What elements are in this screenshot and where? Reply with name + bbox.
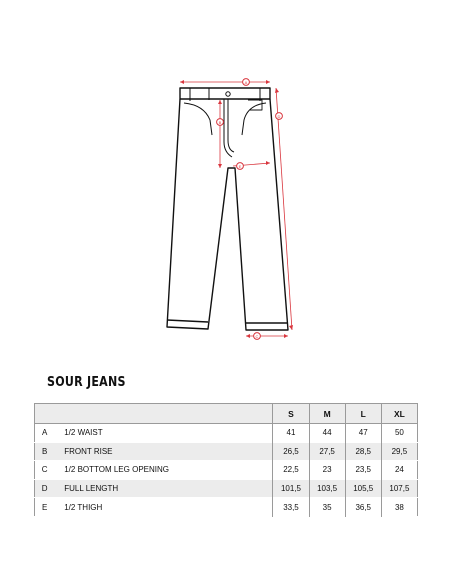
cell-value: 107,5 [381, 479, 417, 498]
svg-text:A: A [244, 80, 248, 85]
marker-c [254, 333, 261, 340]
header-letter [35, 404, 55, 424]
jeans-outline [167, 88, 288, 330]
header-size-s: S [273, 404, 309, 424]
table-row [35, 424, 418, 443]
cell-value: 33,5 [273, 498, 309, 517]
button [226, 92, 230, 96]
hem-lines [167, 320, 288, 323]
cell-value: 27,5 [309, 442, 345, 461]
marker-e [237, 163, 244, 170]
cell-value: 38 [381, 498, 417, 517]
table-row [35, 442, 418, 461]
row-measure-name: FRONT RISE [64, 446, 113, 456]
table-row [35, 479, 418, 498]
cell-value: 101,5 [273, 479, 309, 498]
cell-value: 50 [381, 424, 417, 443]
row-letter: E [41, 502, 48, 512]
header-size-l: L [345, 404, 381, 424]
product-title: SOUR JEANS [47, 374, 126, 390]
cell-value: 22,5 [273, 461, 309, 480]
cell-value: 23,5 [345, 461, 381, 480]
table-row [35, 498, 418, 517]
cell-value: 44 [309, 424, 345, 443]
row-measure-name: FULL LENGTH [64, 484, 119, 494]
cell-value: 29,5 [381, 442, 417, 461]
row-letter: D [41, 484, 48, 494]
waistband [180, 88, 270, 99]
table-row [35, 461, 418, 480]
coin-pocket [248, 100, 262, 110]
measurement-markers [217, 79, 283, 340]
svg-text:B: B [218, 120, 222, 125]
cell-value: 26,5 [273, 442, 309, 461]
measurement-lines [180, 80, 293, 338]
row-letter: B [41, 446, 48, 456]
cell-value: 47 [345, 424, 381, 443]
fly-stitch [224, 99, 234, 157]
row-letter: A [41, 428, 48, 438]
svg-text:D: D [277, 114, 281, 119]
cell-value: 28,5 [345, 442, 381, 461]
svg-text:C: C [255, 334, 259, 339]
marker-a [243, 79, 250, 86]
header-measure [54, 404, 273, 424]
marker-d [276, 113, 283, 120]
cell-value: 41 [273, 424, 309, 443]
row-measure-name: 1/2 WAIST [64, 428, 103, 438]
cell-value: 35 [309, 498, 345, 517]
cell-value: 24 [381, 461, 417, 480]
svg-text:E: E [238, 164, 242, 169]
cell-value: 103,5 [309, 479, 345, 498]
cell-value: 105,5 [345, 479, 381, 498]
left-pocket [184, 103, 212, 135]
header-size-xl: XL [381, 404, 417, 424]
row-measure-name: 1/2 THIGH [64, 502, 103, 512]
size-chart-table [34, 403, 418, 517]
marker-b [217, 119, 224, 126]
row-letter: C [41, 465, 48, 475]
cell-value: 23 [309, 461, 345, 480]
cell-value: 36,5 [345, 498, 381, 517]
row-measure-name: 1/2 BOTTOM LEG OPENING [64, 465, 169, 475]
table-header-row [35, 404, 418, 424]
header-size-m: M [309, 404, 345, 424]
